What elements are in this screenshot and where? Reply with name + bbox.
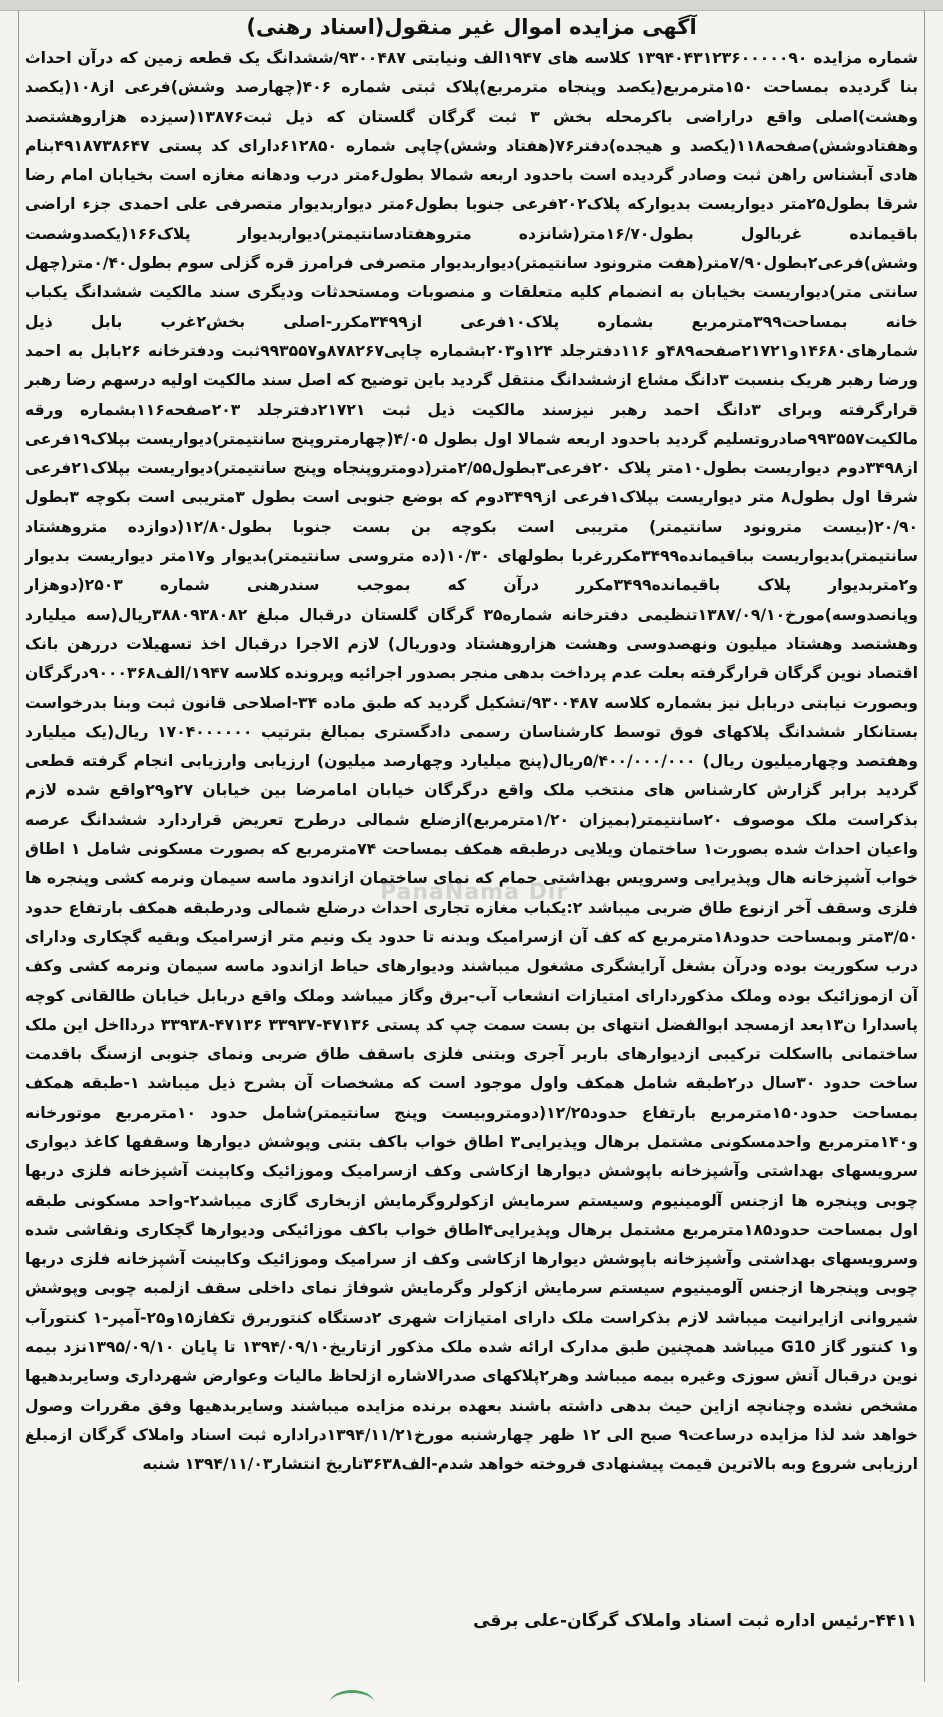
auction-notice (18, 10, 925, 1682)
green-arc-decoration (330, 1690, 374, 1715)
notice-title: آگهی مزایده اموال غیر منقول(اسناد رهنی) (246, 15, 697, 39)
notice-signature: ۴۴۱۱-رئیس اداره ثبت اسناد واملاک گرگان-علی برقی (473, 1611, 917, 1631)
bottom-cropped-strip (0, 1682, 943, 1717)
watermark: PanaNama Dir (380, 880, 569, 905)
notice-body: شماره مزایده ۱۳۹۴۰۴۳۱۲۳۶۰۰۰۰۰۹۰ کلاسه های ۱۹۴۷الف ونیابتی ۹۳۰۰۴۸۷/ششدانگ یک قطعه زمین که درآن احداث بنا گردیده بمساحت ۱۵۰مترمربع(یکصد وپنجاه مترمربع)پلاک ثبتی شماره ۴۰۶(چهارصد وشش)فرعی از۱۰۸(یکصد وهشت)اصلی واقع دراراضی باکرمحله بخش ۳ ثبت گرگان گلستان که ذیل ثبت۱۳۸۷۶(سیزده هزاروهشتصد وهفتادوشش)صفحه۱۱۸(یکصد و هیجده)دفتر۷۶(هفتاد وشش)چاپی شماره ۶۱۲۸۵۰دارای کد پستی ۴۹۱۸۷۳۸۶۴۷بنام هادی آبشناس راهن ثبت وصادر گردیده است باحدود اربعه شمالا بطول۶متر درب ودهانه مغازه است بخیابان امام رضا شرقا بطول۲۵متر دیواریست بدیوارکه پلاک۲۰۲فرعی جنوبا بطول۶متر دیواربدیوار متصرفی علی احمدی جزء اراضی باقیمانده غربالول بطول۱۶/۷۰متر(شانزده متروهفتادسانتیمتر)دیواربدیوار پلاک۱۶۶(یکصدوشصت وشش)فرعی۲بطول۷/۹۰متر(هفت مترونود سانتیمتر)دیواربدیوار متصرفی فرامرز قره گزلی سوم بطول۰/۴۰متر(چهل سانتی متر)دیواریست بخیابان به انضمام کلیه متعلقات و منصوبات ومستحدثات ودیگری سند مالکیت ششدانگ یکباب خانه بمساحت۳۹۹مترمربع بشماره پلاک۱۰فرعی از۳۴۹۹مکرر-اصلی بخش۲غرب بابل ذیل شمارهای۱۴۶۸۰و۲۱۷۲۱صفحه۴۸۹و ۱۱۶دفترجلد ۱۲۴و۲۰۳بشماره چاپی۸۷۸۲۶۷و۹۹۳۵۵۷ثبت ودفترخانه ۲۶بابل به احمد ورضا رهبر هریک بنسبت ۳دانگ مشاع ازششدانگ منتقل گردید باین توضیح که اصل سند مالکیت اولیه درسهم رضا رهبر قرارگرفته وبرای ۳دانگ احمد رهبر نیزسند مالکیت ذیل ثبت ۲۱۷۲۱دفترجلد ۲۰۳صفحه۱۱۶بشماره ورقه مالکیت۹۹۳۵۵۷صادروتسلیم گردید باحدود اربعه شمالا اول بطول ۴/۰۵(چهارمتروپنج سانتیمتر)دیواریست بپلاک۱۹فرعی از۳۴۹۸دوم دیواریست بطول۱۰متر پلاک ۲۰فرعی۳بطول۲/۵۵متر(دومتروپنجاه وپنج سانتیمتر)دیواریست بپلاک۲۱فرعی شرقا اول بطول۸ متر دیواریست بپلاک۱فرعی از۳۴۹۹دوم که بوضع جنوبی است بطول ۳متریبی است بکوچه ۳بطول ۲۰/۹۰(بیست مترونود سانتیمتر) متریبی است بکوچه بن بست جنوبا بطول۱۲/۸۰(دوازده متروهشتاد سانتیمتر)بدیواریست بباقیمانده۳۴۹۹مکررغربا بطولهای ۱۰/۳۰(ده متروسی سانتیمتر)بدیوار و۱۷متر دیواریست بدیوار و۲متربدیوار پلاک باقیمانده۳۴۹۹مکرر درآن که بموجب سندرهنی شماره ۲۵۰۳(دوهزار وپانصدوسه)مورخ۱۳۸۷/۰۹/۱۰تنظیمی دفترخانه شماره۳۵ گرگان گلستان درقبال مبلغ ۳۸۸۰۹۳۸۰۸۲ریال(سه میلیارد وهشتصد وهشتاد میلیون ونهصدوسی وهشت هزاروهشتاد ودوریال) لازم الاجرا درقبال اخذ تسهیلات دررهن بانک اقتصاد نوین گرگان قرارگرفته بعلت عدم پرداخت بدهی منجر بصدور اجرائیه وپرونده کلاسه ۱۹۴۷/الف۹۰۰۰۳۶۸درگرگان وبصورت نیابتی دربابل نیز بشماره کلاسه ۹۳۰۰۴۸۷/تشکیل گردید که طبق ماده ۳۴-اصلاحی قانون ثبت وبنا بدرخواست بستانکار ششدانگ پلاکهای فوق توسط کارشناسان رسمی دادگستری بمبالغ بترتیب ۱۷۰۴۰۰۰۰۰۰ ریال(یک میلیارد وهفتصد وچهارمیلیون ریال) ۵/۴۰۰/۰۰۰/۰۰۰ریال(پنج میلیارد وچهارصد میلیون) ارزیابی وارزیابی انجام گرفته قطعی گردید برابر گزارش کارشناس های منتخب ملک واقع درگرگان خیابان امامرضا بین خیابان ۲۷و۲۹واقع شده لازم بذکراست ملک موصوف ۲۰سانتیمتر(بمیزان ۱/۲۰مترمربع)ازضلع شمالی درطرح تعریض قراردارد ششدانگ عرصه واعیان احداث شده بصورت۱ ساختمان ویلایی درطبقه همکف بمساحت ۷۴مترمربع که بصورت مسکونی شامل ۱ اطاق خواب آشپزخانه هال وپذیرایی وسرویس بهداشتی حمام که نمای ساختمان ازاندود ماسه سیمان ونرمه کشی وپنجره ها فلزی وسقف آخر ازنوع طاق ضربی میباشد ۲:یکباب مغازه تجاری احداث درضلع شمالی ودرطبقه همکف بارتفاع حدود ۳/۵۰متر وبمساحت حدود۱۸مترمربع که کف آن ازسرامیک وبدنه تا حدود یک ونیم متر ازسرامیک وبقیه گچکاری ودارای درب سکوریت بوده ودرآن بشغل آرایشگری مشغول میباشند ودیوارهای حیاط ازاندود ماسه سیمان ونرمه کشی وکف آن ازموزائیک بوده وملک مذکوردارای امتیازات انشعاب آب-برق وگاز میباشد وملک واقع دربابل خیابان طالقانی کوچه پاسدارا ن۱۳بعد ازمسجد ابوالفضل انتهای بن بست سمت چپ کد پستی ۴۷۱۳۶-۳۳۹۳۷ ۴۷۱۳۶-۳۳۹۳۸ دردااخل این ملک ساختمانی بااسکلت ترکیبی ازدیوارهای باربر آجری وبتنی فلزی باسقف طاق ضربی ونمای جنوبی ازسنگ باقدمت ساخت حدود ۳۰سال در۲طبقه شامل همکف واول موجود است که مشخصات آن بشرح ذیل میباشد ۱-طبقه همکف بمساحت حدود۱۵۰مترمربع بارتفاع حدود۱۲/۲۵(دومتروبیست وپنج سانتیمتر)شامل حدود ۱۰مترمربع موتورخانه و۱۴۰مترمربع واحدمسکونی مشتمل برهال وپذیرایی۳ اطاق خواب باکف بتنی وپوشش دیوارها وسقفها کاغذ دیواری سرویسهای بهداشتی وآشپزخانه باپوشش دیوارها ازکاشی وکف ازسرامیک وموزائیک وکابینت آشپزخانه فلزی دربها چوبی وپنجره ها ازجنس آلومینیوم وسیستم سرمایش ازکولروگرمایش ازبخاری گازی میباشد۲-واحد مسکونی طبقه اول بمساحت حدود۱۸۵مترمربع مشتمل برهال وپذیرایی۴اطاق خواب باکف موزائیکی ودیوارها گچکاری ونقاشی شده وسرویسهای بهداشتی وآشپزخانه باپوشش دیوارها ازکاشی وکف از سرامیک وموزائیک وکابینت آشپزخانه فلزی دربها چوبی وپنجرها ازجنس آلومینیوم سیستم سرمایش ازکولر وگرمایش شوفاژ نمای داخلی سقف ازلمبه چوبی وپوشش شیروانی ازایرانیت میباشد لازم بذکراست ملک دارای امتیازات شهری ۲دستگاه کنتوربرق تکفاز۱۵و۲۵-آمپر-۱ کنتورآب و۱ کنتور گاز G10 میباشد همچنین طبق مدارک ارائه شده ملک مذکور ازتاریخ۱۳۹۴/۰۹/۱۰ تا پایان ۱۳۹۵/۰۹/۱۰نزد بیمه نوین درقبال آتش سوزی وغیره بیمه میباشد وهر۲پلاکهای صدرالاشاره ازلحاظ مالیات وعوارض شهرداری وسایربدهیها مشخص نشده وچنانچه ازاین حیث بدهی داشته باشند بعهده برنده مزایده میباشند وسایربدهیها وفق مقررات وصول خواهد شد لذا مزایده درساعت۹ صبح الی ۱۲ ظهر چهارشنبه مورخ۱۳۹۴/۱۱/۲۱دراداره ثبت اسناد واملاک گرگان ازمبلغ ارزیابی شروع وبه بالاترین قیمت پیشنهادی فروخته خواهد شدم-الف۳۶۳۸تاریخ انتشار۱۳۹۴/۱۱/۰۳ شنبه (25, 49, 919, 1474)
